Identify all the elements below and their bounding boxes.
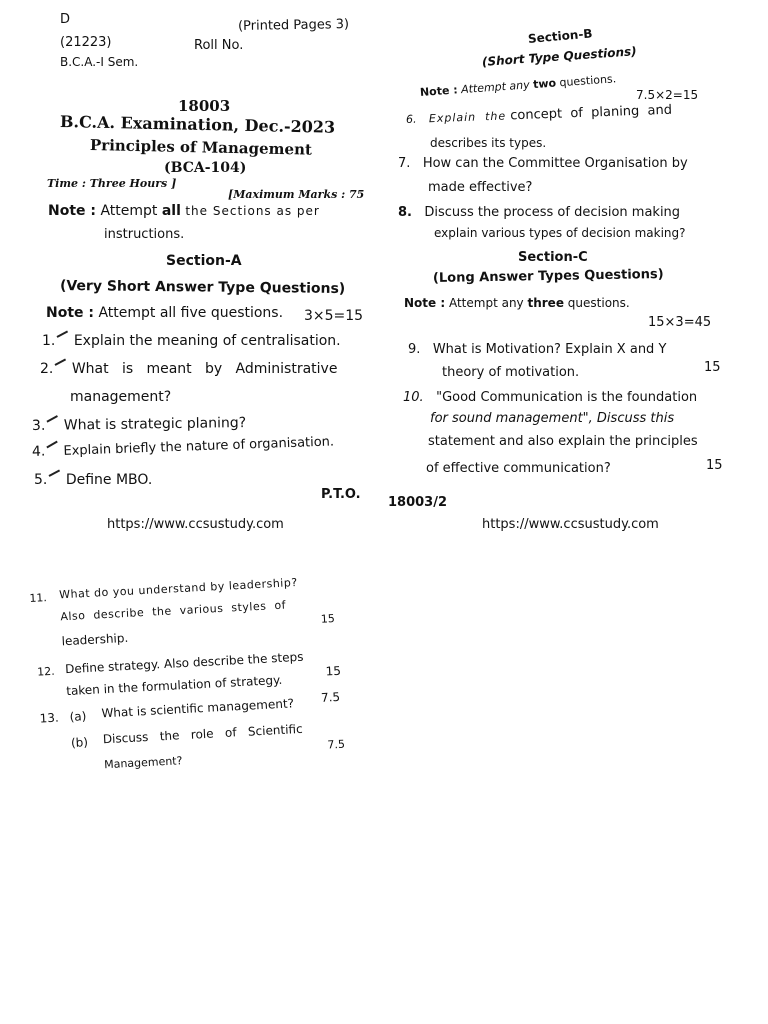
exam-code: 18003 xyxy=(178,97,231,115)
section-b-note-bold: two xyxy=(532,76,557,92)
section-c-subtitle: (Long Answer Types Questions) xyxy=(432,266,664,286)
question-3 xyxy=(32,415,246,434)
section-b-marks: 7.5×2=15 xyxy=(636,88,699,102)
note-text-post: the Sections as per xyxy=(185,204,320,218)
section-c-title: Section-C xyxy=(518,250,588,265)
question-9-line2: theory of motivation. xyxy=(442,365,580,380)
time-info: Time : Three Hours ] xyxy=(47,177,177,190)
question-text: concept of planing and xyxy=(510,102,673,124)
question-text: "Good Communication is the foundation xyxy=(436,390,698,405)
question-13b-label: (b) xyxy=(70,735,89,750)
question-13a-marks: 7.5 xyxy=(320,689,341,705)
question-5 xyxy=(34,472,152,488)
question-text: What is strategic planing? xyxy=(63,415,247,434)
course-code: (BCA-104) xyxy=(164,160,247,176)
roll-no: Roll No. xyxy=(194,38,244,53)
question-13a-text: What is scientific management? xyxy=(101,696,295,721)
series-code: D xyxy=(60,12,71,27)
section-a-note-label: Note : xyxy=(46,305,94,321)
footer-code: 18003/2 xyxy=(388,495,448,510)
section-b-title: Section-B xyxy=(527,26,594,46)
question-number: 1. xyxy=(42,333,56,349)
note-text-bold: all xyxy=(161,203,181,219)
printed-pages: (Printed Pages 3) xyxy=(237,17,350,34)
note-label: Note : xyxy=(48,203,96,219)
section-b-subtitle: (Short Type Questions) xyxy=(481,44,638,69)
source-url[interactable]: https://www.ccsustudy.com xyxy=(482,517,659,532)
question-11-number: 11. xyxy=(29,591,48,605)
question-number: 2. xyxy=(40,361,54,377)
question-13b-line1: Discuss the role of Scientific xyxy=(102,721,303,747)
section-a-title: Section-A xyxy=(166,253,242,269)
question-10-marks: 15 xyxy=(706,458,723,473)
question-number: 6. xyxy=(405,112,417,126)
question-text: Explain the meaning of centralisation. xyxy=(73,333,341,349)
question-number: 8. xyxy=(398,205,412,220)
section-c-note-bold: three xyxy=(527,296,564,310)
question-text: Discuss the process of decision making xyxy=(424,205,681,220)
question-2 xyxy=(40,361,337,377)
section-a-note-text: Attempt all five questions. xyxy=(98,305,284,321)
note-text-pre: Attempt xyxy=(100,203,158,219)
question-10 xyxy=(403,390,697,405)
section-b-note-label: Note : xyxy=(419,83,459,99)
paper-code: (21223) xyxy=(60,35,112,50)
general-note xyxy=(48,203,320,219)
question-text: What is meant by Administrative xyxy=(71,361,338,377)
question-8-line2: explain various types of decision making? xyxy=(434,226,686,240)
semester: B.C.A.-I Sem. xyxy=(60,55,139,69)
question-12-number: 12. xyxy=(36,664,56,679)
section-a-note xyxy=(46,305,283,321)
question-11-line2: Also describe the various styles of xyxy=(60,598,287,624)
tick-mark-icon xyxy=(55,363,67,373)
question-7-line2: made effective? xyxy=(428,180,533,195)
question-12-line2: taken in the formulation of strategy. xyxy=(65,672,283,699)
question-12-marks: 15 xyxy=(325,663,342,679)
question-13-number: 13. xyxy=(39,710,60,726)
question-number: 3. xyxy=(31,417,46,434)
question-10-line3: statement and also explain the principles xyxy=(428,434,698,449)
section-c-note-pre: Attempt any xyxy=(448,296,524,310)
question-text-italic: Explain the xyxy=(428,109,507,126)
source-url[interactable]: https://www.ccsustudy.com xyxy=(107,517,284,532)
question-13b-marks: 7.5 xyxy=(327,737,346,752)
question-9 xyxy=(408,342,666,357)
question-9-marks: 15 xyxy=(704,360,721,375)
question-number: 4. xyxy=(31,443,46,460)
question-11-marks: 15 xyxy=(320,612,336,626)
tick-mark-icon xyxy=(47,420,59,430)
question-10-line4: of effective communication? xyxy=(426,461,611,476)
section-b-note-post: questions. xyxy=(559,72,617,90)
section-a-marks: 3×5=15 xyxy=(304,308,364,324)
question-number: 10. xyxy=(403,390,424,405)
question-text: What is Motivation? Explain X and Y xyxy=(432,342,667,357)
section-c-note-post: questions. xyxy=(567,296,630,310)
question-4 xyxy=(32,433,335,460)
page3-questions xyxy=(28,555,368,772)
section-c-note xyxy=(404,296,630,310)
question-13a-label: (a) xyxy=(69,709,87,725)
tick-mark-icon xyxy=(49,474,61,484)
section-b-note-pre: Attempt any xyxy=(460,78,531,97)
question-6 xyxy=(406,103,673,127)
note-text-line2: instructions. xyxy=(104,227,185,242)
exam-title: B.C.A. Examination, Dec.-2023 xyxy=(59,112,336,137)
question-text: Explain briefly the nature of organisation. xyxy=(63,434,335,459)
section-c-note-label: Note : xyxy=(404,296,446,310)
question-8 xyxy=(398,205,680,220)
question-10-line2: for sound management", Discuss this xyxy=(430,411,675,426)
question-6-line2: describes its types. xyxy=(430,136,547,150)
question-12-line1: Define strategy. Also describe the steps xyxy=(64,649,304,677)
section-a-subtitle: (Very Short Answer Type Questions) xyxy=(59,278,346,297)
question-2-line2: management? xyxy=(70,389,172,405)
section-c-marks: 15×3=45 xyxy=(648,315,712,330)
pto-label: P.T.O. xyxy=(321,487,361,502)
tick-mark-icon xyxy=(47,445,59,455)
question-13b-line2: Management? xyxy=(103,754,183,772)
section-b-note xyxy=(420,72,617,99)
tick-mark-icon xyxy=(57,335,69,345)
question-11-line3: leadership. xyxy=(61,630,129,649)
question-11-line1: What do you understand by leadership? xyxy=(58,575,298,602)
subject-title: Principles of Management xyxy=(89,136,313,159)
question-number: 9. xyxy=(408,342,421,357)
question-number: 5. xyxy=(34,472,48,488)
question-7 xyxy=(398,156,688,171)
question-text: How can the Committee Organisation by xyxy=(422,156,688,171)
question-1 xyxy=(42,333,341,349)
question-text: Define MBO. xyxy=(65,472,153,488)
max-marks: [Maximum Marks : 75 xyxy=(228,188,365,201)
question-number: 7. xyxy=(398,156,411,171)
